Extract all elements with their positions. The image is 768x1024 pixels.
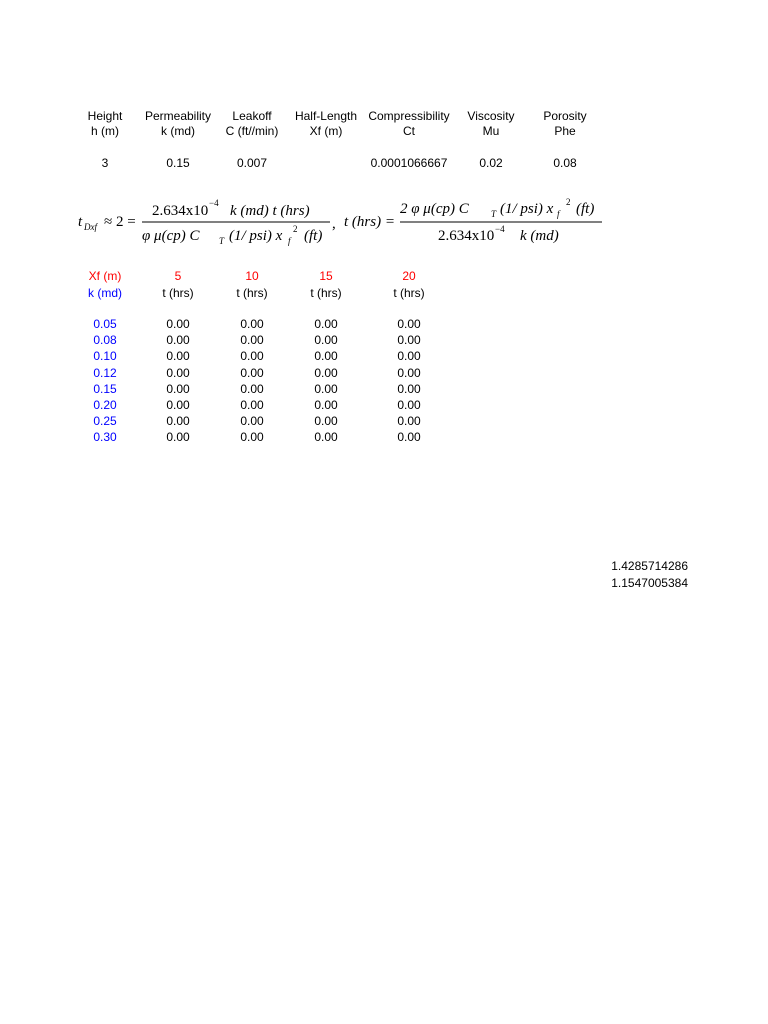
formula-num2-xf-sub: f [557,209,560,219]
time-value-cell: 0.00 [314,366,338,380]
time-value-cell: 0.00 [240,414,264,428]
formula-t-hrs: t (hrs) = [344,214,395,230]
unit-label: t (hrs) [236,286,268,300]
unit-label: t (hrs) [310,286,342,300]
side-value: 1.4285714286 [611,559,688,573]
height-unit: h (m) [91,124,119,138]
time-value-cell: 0.00 [166,382,190,396]
viscosity-value: 0.02 [479,156,503,170]
formula-den1-xf-sub: f [288,236,291,246]
time-value-cell: 0.00 [397,349,421,363]
time-value-cell: 0.00 [166,398,190,412]
time-value-cell: 0.00 [166,333,190,347]
time-value-cell: 0.00 [314,382,338,396]
time-value-cell: 0.00 [166,366,190,380]
time-value-cell: 0.00 [240,333,264,347]
formula-den2: 2.634x10 [438,228,495,244]
unit-label: t (hrs) [162,286,194,300]
k-value-cell: 0.25 [93,414,117,428]
time-value-cell: 0.00 [314,414,338,428]
time-value-cell: 0.00 [314,349,338,363]
height-value: 3 [101,156,109,170]
formula-num1-exp: −4 [209,198,219,208]
time-value-cell: 0.00 [240,398,264,412]
time-value-cell: 0.00 [240,366,264,380]
formula-lhs: t [78,214,83,230]
compressibility-value: 0.0001066667 [370,156,448,170]
half-length-unit: Xf (m) [309,124,343,138]
formula-den2-rest: k (md) [520,228,559,244]
formula-num2-ft: (ft) [576,201,595,217]
k-value-cell: 0.15 [93,382,117,396]
time-value-cell: 0.00 [240,349,264,363]
time-value-cell: 0.00 [240,430,264,444]
k-value-cell: 0.10 [93,349,117,363]
time-value-cell: 0.00 [314,398,338,412]
porosity-label: Porosity [543,109,587,123]
formula-den1-sub: T [219,236,225,246]
time-value-cell: 0.00 [397,398,421,412]
formula-num1: 2.634x10 [152,203,209,219]
compressibility-label: Compressibility [368,109,450,123]
viscosity-label: Viscosity [467,109,515,123]
time-value-cell: 0.00 [166,317,190,331]
compressibility-unit: Ct [403,124,415,138]
time-value-cell: 0.00 [397,333,421,347]
porosity-value: 0.08 [553,156,577,170]
formula-num2-sub: T [491,209,497,219]
permeability-unit: k (md) [161,124,195,138]
formula-num1-rest: k (md) t (hrs) [230,203,310,219]
time-value-cell: 0.00 [314,430,338,444]
formula-comma: , [332,216,336,232]
permeability-label: Permeability [144,109,212,123]
time-value-cell: 0.00 [166,349,190,363]
time-value-cell: 0.00 [397,382,421,396]
formula-approx: ≈ 2 = [104,214,136,230]
k-value-cell: 0.20 [93,398,117,412]
k-value-cell: 0.08 [93,333,117,347]
time-value-cell: 0.00 [166,430,190,444]
side-value: 1.1547005384 [611,576,688,590]
time-value-cell: 0.00 [397,414,421,428]
xf-header-label: Xf (m) [88,269,122,283]
k-value-cell: 0.30 [93,430,117,444]
unit-label: t (hrs) [393,286,425,300]
formula-den2-exp: −4 [495,224,505,234]
time-value-cell: 0.00 [166,414,190,428]
k-header-label: k (md) [88,286,122,300]
formula-lhs-sub: Dxf [84,222,97,232]
time-value-cell: 0.00 [397,317,421,331]
formula-num2-sq: 2 [566,197,571,207]
xf-column-15: 15 [319,269,333,283]
time-value-cell: 0.00 [314,317,338,331]
formula-num2: 2 φ μ(cp) C [400,201,469,217]
viscosity-unit: Mu [482,124,500,138]
k-value-cell: 0.05 [93,317,117,331]
porosity-unit: Phe [554,124,576,138]
time-value-cell: 0.00 [240,317,264,331]
permeability-value: 0.15 [166,156,190,170]
formula-den1: φ μ(cp) C [142,228,200,244]
time-value-cell: 0.00 [397,366,421,380]
half-length-label: Half-Length [294,109,358,123]
time-value-cell: 0.00 [397,430,421,444]
leakoff-unit: C (ft//min) [225,124,279,138]
leakoff-label: Leakoff [232,109,272,123]
xf-column-20: 20 [402,269,416,283]
time-value-cell: 0.00 [314,333,338,347]
dimensionless-time-formula [78,194,608,250]
time-value-cell: 0.00 [240,382,264,396]
k-value-cell: 0.12 [93,366,117,380]
height-label: Height [87,109,123,123]
formula-num2-rest: (1/ psi) x [500,201,554,217]
formula-den1-rest: (1/ psi) x [229,228,283,244]
formula-den1-sq: 2 [293,224,298,234]
leakoff-value: 0.007 [236,156,268,170]
formula-den1-ft: (ft) [304,228,323,244]
xf-column-10: 10 [245,269,259,283]
xf-column-5: 5 [174,269,182,283]
